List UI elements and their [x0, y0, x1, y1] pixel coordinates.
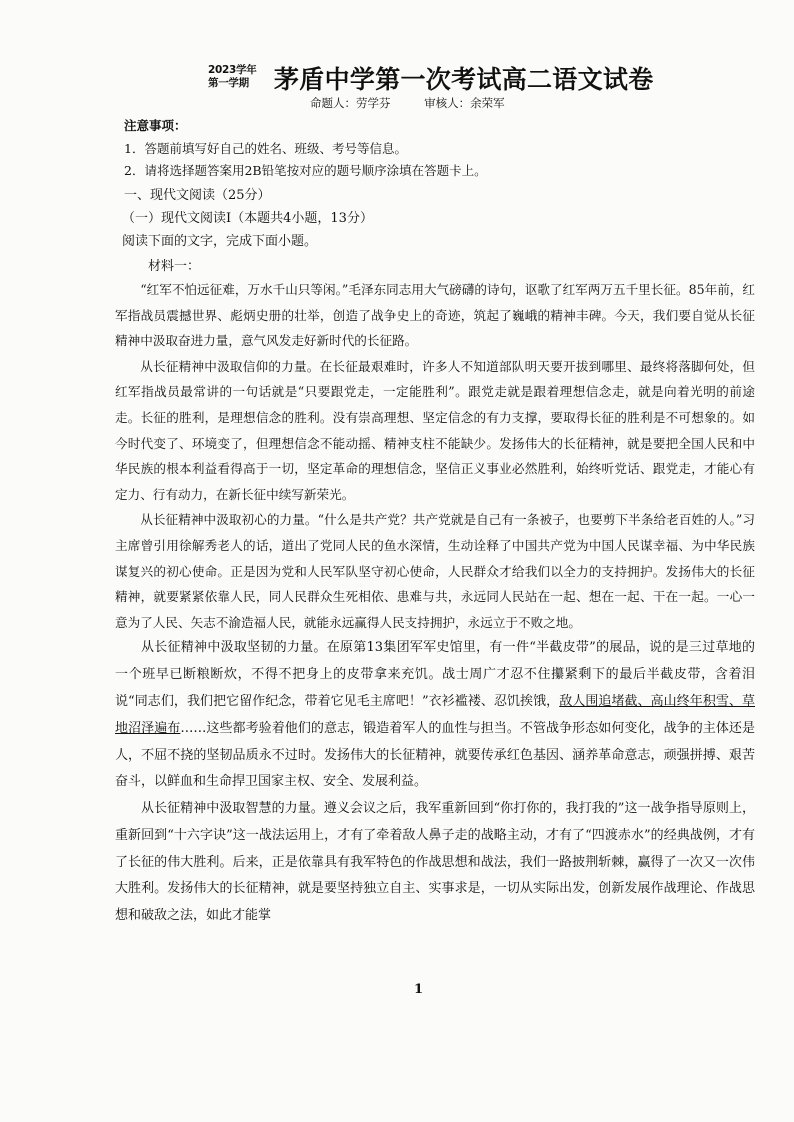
article-body: [115, 277, 755, 930]
notice-item: 1．答题前填写好自己的姓名、班级、考号等信息。: [124, 141, 407, 156]
question-setter: 命题人：劳学芬: [310, 96, 391, 110]
paragraph-2: 从长征精神中汲取信仰的力量。在长征最艰难时，许多人不知道部队明天要开拔到哪里、最终将落脚何处，但红军指战员最常讲的一句话就是“只要跟党走，一定能胜利”。跟党走就是跟着理想信念走，就是向着光明的前途走。长征的胜利，是理想信念的胜利。没有崇高理想、坚定信念的有力支撑，要取得长征的胜利是不可想象的。如今时代变了、环境变了，但理想信念不能动摇、精神支柱不能缺少。发扬伟大的长征精神，就是要把全国人民和中华民族的根本利益看得高于一切，坚定革命的理想信念，坚信正义事业必然胜利，始终听党话、跟党走，才能心有定力、行有动力，在新长征中续写新荣光。: [115, 358, 755, 502]
paragraph-4: [115, 635, 755, 796]
notice-item: 2．请将选择题答案用2B铅笔按对应的题号顺序涂填在答题卡上。: [124, 163, 487, 178]
paragraph-3: 从长征精神中汲取初心的力量。“什么是共产党？共产党就是自己有一条被子，也要剪下半条给老百姓的人。”习主席曾引用徐解秀老人的话，道出了党同人民的鱼水深情，生动诠释了中国共产党为中国人民谋幸福、为中华民族谋复兴的初心使命。正是因为党和人民军队坚守初心使命，人民群众才给我们以全力的支持拥护。发扬伟大的长征精神，就要紧紧依靠人民，同人民群众生死相依、患难与共，永远同人民站在一起、想在一起、干在一起。一心一意为了人民、矢志不渝造福人民，就能永远赢得人民支持拥护，永远立于不败之地。: [115, 512, 755, 630]
subsection-heading: （一）现代文阅读Ⅰ（本题共4小题，13分）: [122, 211, 373, 226]
semester: 第一学期: [208, 77, 249, 89]
reading-instruction: 阅读下面的文字，完成下面小题。: [122, 234, 318, 249]
paragraph-4-end: ……这些都考验着他们的意志，锻造着军人的血性与担当。不管战争形态如何变化，战争的主体还是人，不屈不挠的坚韧品质永不过时。发扬伟大的长征精神，就要传承红色基因、涵养革命意志，顽强拼搏、艰苦奋斗，以鲜血和生命捍卫国家主权、安全、发展利益。: [115, 720, 755, 790]
reviewer: 审核人：余荣军: [424, 96, 505, 110]
underlined-phrase: 敌人围追堵截、高山终年积雪、草地沼泽遍布: [115, 693, 755, 736]
notice-title: 注意事项：: [124, 118, 187, 133]
school-year: 2023学年: [208, 64, 257, 76]
paragraph-5: 从长征精神中汲取智慧的力量。遵义会议之后，我军重新回到“你打你的，我打我的”这一战争指导原则上，重新回到“十六字诀”这一战法运用上，才有了牵着敌人鼻子走的战略主动，才有了“四渡赤水”的经典战例，才有了长征的伟大胜利。后来，正是依靠具有我军特色的作战思想和战法，我们一路披荆斩棘，赢得了一次又一次伟大胜利。发扬伟大的长征精神，就是要坚持独立自主、实事求是，一切从实际出发，创新发展作战理论、作战思想和破敌之法，如此才能掌: [115, 801, 755, 924]
school-term: [208, 64, 270, 90]
exam-title: 茅盾中学第一次考试高二语文试卷: [274, 65, 654, 94]
material-label: 材料一：: [148, 259, 201, 274]
exam-authors: [310, 95, 535, 111]
exam-header: [0, 62, 794, 96]
paragraph-4-start: 从长征精神中汲取坚韧的力量。在原第13集团军军史馆里，有一件“半截皮带”的展品，说的是三过草地的一个班早已断粮断炊，不得不把身上的皮带拿来充饥。战士周广才忍不住攥紧剩下的最后半截皮带，含着泪说“同志们，我们把它留作纪念，带着它见毛主席吧！”衣衫褴褛、忍饥挨饿，: [115, 640, 755, 709]
page-number: 1: [414, 982, 424, 997]
section-heading: 一、现代文阅读（25分）: [124, 188, 271, 203]
paragraph-1: “红军不怕远征难，万水千山只等闲。”毛泽东同志用大气磅礴的诗句，讴歌了红军两万五千里长征。85年前，红军指战员震撼世界、彪炳史册的壮举，创造了战争史上的奇迹，筑起了巍峨的精神丰碑。今天，我们要自觉从长征精神中汲取奋进力量，意气风发走好新时代的长征路。: [115, 282, 755, 349]
